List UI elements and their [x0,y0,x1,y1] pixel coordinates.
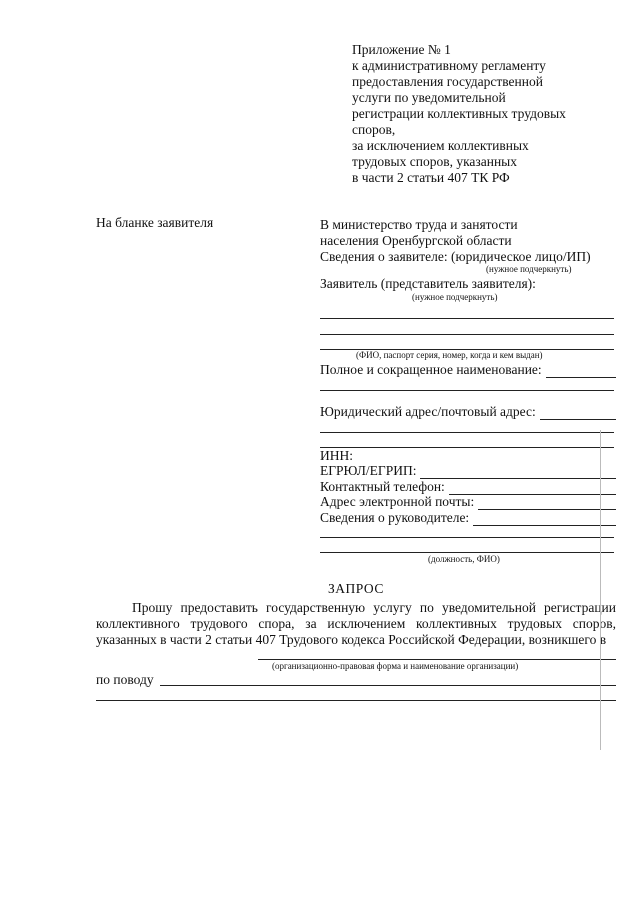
appendix-header [352,42,602,186]
request-body [96,600,616,648]
appendix-line: в части 2 статьи 407 ТК РФ [352,170,510,185]
appendix-line: к административному регламенту [352,58,546,73]
fill-line[interactable] [258,659,616,660]
email-label: Адрес электронной почты: [320,494,475,509]
letterhead-label: На бланке заявителя [96,215,214,230]
applicant-info-line: Сведения о заявителе: (юридическое лицо/ИП) [320,249,591,264]
fio-passport-note: (ФИО, паспорт серия, номер, когда и кем выдан) [356,350,543,360]
phone-label: Контактный телефон: [320,479,445,494]
appendix-line: услуги по уведомительной [352,90,506,105]
applicant-label: Заявитель (представитель заявителя): [320,276,536,291]
fill-line[interactable] [320,318,614,319]
fill-line[interactable] [478,497,616,510]
fill-line[interactable] [420,466,616,479]
fill-line[interactable] [320,552,614,553]
fill-line[interactable] [546,365,616,378]
fill-line[interactable] [320,390,614,391]
regarding-label: по поводу [96,672,154,687]
fill-line[interactable] [473,513,616,526]
position-fio-note: (должность, ФИО) [428,554,500,564]
underline-note: (нужное подчеркнуть) [412,292,498,302]
full-name-label: Полное и сокращенное наименование: [320,362,542,377]
appendix-line: споров, [352,122,396,137]
ministry-line: населения Оренбургской области [320,233,512,248]
appendix-line: за исключением коллективных [352,138,529,153]
fill-line[interactable] [320,334,614,335]
fill-line[interactable] [96,700,616,701]
head-field[interactable] [320,510,616,526]
inn-field[interactable] [320,448,616,464]
appendix-line: регистрации коллективных трудовых [352,106,566,121]
fill-line[interactable] [160,685,616,686]
fill-line[interactable] [320,432,614,433]
ministry-line: В министерство труда и занятости [320,217,518,232]
request-title: ЗАПРОС [328,581,384,596]
appendix-line: предоставления государственной [352,74,543,89]
egrul-field[interactable] [320,463,616,479]
phone-field[interactable] [320,479,616,495]
legal-address-label: Юридический адрес/почтовый адрес: [320,404,536,419]
full-name-field[interactable] [320,362,616,378]
email-field[interactable] [320,494,616,510]
legal-address-field[interactable] [320,404,616,420]
fill-line[interactable] [540,407,616,420]
fill-line[interactable] [320,537,614,538]
appendix-line: трудовых споров, указанных [352,154,518,169]
request-paragraph: Прошу предоставить государственную услугу по уведомительной регистрации коллективного трудового спора, за исключением коллективных трудовых споров, указанных в части 2 статьи 407 Трудового кодекса Российской Федерации, возникшего в [96,600,616,647]
appendix-line: Приложение № 1 [352,42,451,57]
inn-label: ИНН: [320,448,353,463]
egrul-label: ЕГРЮЛ/ЕГРИП: [320,463,417,478]
scan-edge-line [600,430,601,750]
underline-note: (нужное подчеркнуть) [486,264,572,274]
head-label: Сведения о руководителе: [320,510,470,525]
org-form-note: (организационно-правовая форма и наименование организации) [272,661,519,671]
addressee-block [320,217,620,265]
